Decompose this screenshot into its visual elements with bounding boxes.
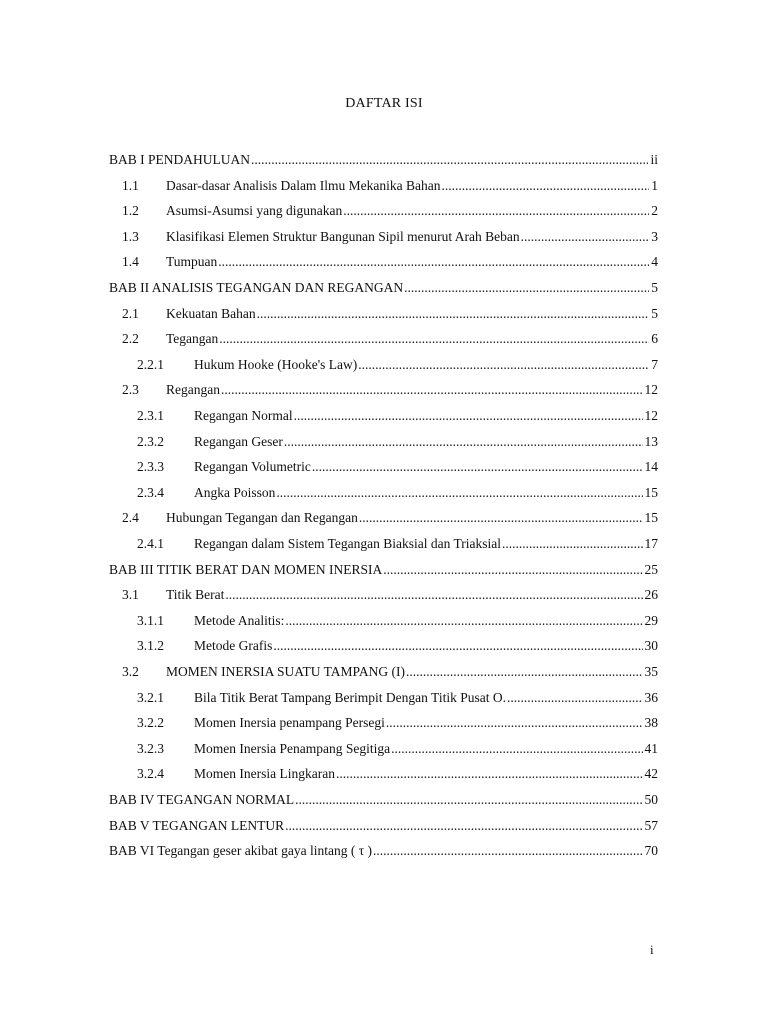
toc-entry-title: Regangan Normal — [194, 408, 293, 423]
toc-entry[interactable] — [122, 378, 658, 398]
toc-entry-number: 3.1.2 — [137, 638, 164, 654]
dot-leader — [295, 792, 642, 808]
toc-entry-number: 1.4 — [122, 254, 139, 270]
dot-leader — [358, 357, 649, 373]
toc-entry-page: 17 — [644, 536, 658, 551]
dot-leader — [442, 178, 650, 194]
toc-entry[interactable] — [122, 327, 658, 347]
dot-leader — [343, 203, 649, 219]
toc-entry-title: Regangan Geser — [194, 433, 283, 449]
toc-entry[interactable] — [122, 302, 658, 322]
toc-entry-number: 1.1 — [122, 177, 139, 193]
toc-entry-page: 2 — [651, 203, 658, 219]
toc-entry-page: 12 — [644, 382, 658, 398]
toc-entry[interactable] — [122, 174, 658, 194]
toc-entry[interactable] — [109, 276, 658, 296]
page-number: i — [650, 942, 654, 957]
toc-entry-page: 3 — [651, 228, 658, 244]
toc-entry-page: 70 — [644, 843, 658, 859]
toc-entry-page: ii — [650, 152, 658, 167]
toc-entry-page: 15 — [644, 510, 658, 526]
dot-leader — [221, 382, 643, 398]
dot-leader — [219, 331, 649, 347]
toc-entry[interactable] — [122, 199, 658, 219]
toc-entry[interactable] — [109, 558, 658, 578]
toc-entry-number: 2.2 — [122, 331, 139, 347]
toc-entry[interactable] — [137, 353, 658, 373]
toc-entry[interactable] — [137, 455, 658, 475]
toc-entry[interactable] — [137, 404, 658, 424]
toc-entry-number: 3.1 — [122, 587, 139, 603]
toc-entry[interactable] — [122, 506, 658, 526]
toc-entry[interactable] — [122, 583, 658, 603]
dot-leader — [251, 152, 648, 168]
toc-entry-title: BAB VI Tegangan geser akibat gaya lintang ( τ ) — [109, 843, 373, 859]
toc-entry[interactable] — [109, 788, 658, 808]
dot-leader — [336, 766, 643, 782]
dot-leader — [312, 459, 643, 475]
dot-leader — [386, 715, 643, 731]
toc-entry-number: 3.2.4 — [137, 766, 164, 782]
toc-entry-number: 1.3 — [122, 228, 139, 244]
toc-entry[interactable] — [137, 481, 658, 501]
dot-leader — [391, 741, 642, 757]
toc-entry[interactable] — [137, 711, 658, 731]
toc-entry[interactable] — [137, 737, 658, 757]
dot-leader — [273, 638, 642, 654]
dot-leader — [218, 254, 649, 270]
dot-leader — [276, 485, 642, 501]
toc-entry[interactable] — [137, 686, 658, 706]
toc-entry-title: Momen Inersia Lingkaran — [194, 766, 335, 782]
toc-entry-page: 57 — [644, 817, 658, 833]
toc-entry[interactable] — [109, 839, 658, 859]
toc-entry-title: Metode Grafis — [194, 638, 273, 654]
toc-entry-number: 2.3.3 — [137, 459, 164, 475]
toc-entry-title: Regangan — [166, 382, 220, 398]
toc-entry-title: BAB III TITIK BERAT DAN MOMEN INERSIA — [109, 561, 383, 577]
toc-entry-number: 3.2.3 — [137, 740, 164, 756]
toc-entry-number: 2.4 — [122, 510, 139, 526]
toc-entry[interactable] — [122, 660, 658, 680]
toc-entry-title: Tegangan — [166, 331, 219, 347]
toc-entry-title: BAB V TEGANGAN LENTUR — [109, 817, 285, 833]
toc-entry-page: 6 — [651, 331, 658, 347]
toc-entry-title: BAB IV TEGANGAN NORMAL — [109, 792, 295, 807]
dot-leader — [285, 818, 642, 834]
toc-entry-title: Metode Analitis: — [194, 612, 285, 628]
toc-entry-title: Asumsi-Asumsi yang digunakan — [166, 203, 343, 219]
toc-entry-number: 3.2.1 — [137, 689, 164, 705]
toc-entry-page: 7 — [651, 356, 658, 372]
toc-entry[interactable] — [122, 225, 658, 245]
toc-entry-page: 38 — [644, 715, 658, 731]
toc-entry-page: 14 — [644, 459, 658, 475]
toc-entry-page: 15 — [644, 484, 658, 500]
toc-entry-number: 2.3.2 — [137, 433, 164, 449]
toc-entry-page: 25 — [644, 561, 658, 577]
toc-entry[interactable] — [137, 634, 658, 654]
toc-entry-number: 2.3 — [122, 382, 139, 398]
toc-entry-page: 5 — [651, 280, 658, 295]
toc-entry-page: 5 — [651, 305, 658, 321]
toc-entry-number: 3.1.1 — [137, 612, 164, 628]
toc-entry-page: 13 — [644, 433, 658, 449]
toc-entry-title: Bila Titik Berat Tampang Berimpit Dengan Titik Pusat O. — [194, 689, 506, 705]
dot-leader — [502, 536, 642, 552]
toc-entry-page: 30 — [644, 638, 658, 654]
dot-leader — [257, 306, 650, 322]
toc-entry[interactable] — [122, 250, 658, 270]
toc-entry-title: Hubungan Tegangan dan Regangan — [166, 510, 358, 526]
toc-entry-title: BAB I PENDAHULUAN — [109, 152, 250, 167]
dot-leader — [285, 613, 642, 629]
toc-entry[interactable] — [137, 762, 658, 782]
toc-entry-title: Tumpuan — [166, 254, 218, 270]
dot-leader — [225, 587, 642, 603]
toc-entry-title: Regangan Volumetric — [194, 459, 311, 475]
dot-leader — [294, 408, 643, 424]
dot-leader — [284, 434, 643, 450]
toc-entry-title: Klasifikasi Elemen Struktur Bangunan Sipil menurut Arah Beban — [166, 228, 520, 244]
toc-entry-title: Dasar-dasar Analisis Dalam Ilmu Mekanika Bahan — [166, 177, 441, 193]
toc-entry-page: 41 — [644, 740, 658, 756]
toc-entry[interactable] — [137, 430, 658, 450]
dot-leader — [404, 280, 649, 296]
toc-entry-title: BAB II ANALISIS TEGANGAN DAN REGANGAN — [109, 280, 404, 295]
toc-entry-number: 3.2.2 — [137, 715, 164, 731]
toc-entry-page: 1 — [651, 177, 658, 193]
toc-entry-number: 2.3.4 — [137, 484, 164, 500]
toc-entry-title: Momen Inersia Penampang Segitiga — [194, 740, 391, 756]
toc-entry-title: MOMEN INERSIA SUATU TAMPANG (I) — [166, 664, 405, 679]
toc-entry-page: 4 — [651, 254, 658, 270]
toc-entry-title: Angka Poisson — [194, 484, 276, 500]
toc-entry-number: 2.3.1 — [137, 408, 164, 423]
toc-entry-title: Momen Inersia penampang Persegi — [194, 715, 385, 731]
toc-entry-title: Hukum Hooke (Hooke's Law) — [194, 356, 358, 372]
toc-entry-page: 12 — [644, 408, 658, 423]
dot-leader — [373, 843, 642, 859]
toc-entry-title: Kekuatan Bahan — [166, 305, 256, 321]
toc-entry-page: 35 — [644, 664, 658, 679]
toc-entry-number: 2.1 — [122, 305, 139, 321]
dot-leader — [359, 510, 643, 526]
toc-entry[interactable] — [109, 814, 658, 834]
dot-leader — [406, 664, 643, 680]
toc-entry-page: 26 — [644, 587, 658, 603]
page-title: DAFTAR ISI — [345, 96, 423, 111]
toc-entry-page: 29 — [644, 612, 658, 628]
toc-entry-number: 1.2 — [122, 203, 139, 219]
toc-entry-page: 36 — [644, 689, 658, 705]
dot-leader — [521, 229, 650, 245]
dot-leader — [383, 562, 642, 578]
toc-entry[interactable] — [137, 532, 658, 552]
toc-entry-number: 3.2 — [122, 664, 139, 679]
toc-entry-title: Regangan dalam Sistem Tegangan Biaksial dan Triaksial — [194, 536, 502, 551]
toc-entry-title: Titik Berat — [166, 587, 225, 603]
toc-entry-number: 2.4.1 — [137, 536, 164, 551]
toc-entry-page: 42 — [644, 766, 658, 782]
toc-entry[interactable] — [109, 148, 658, 168]
dot-leader — [507, 690, 643, 706]
toc-entry[interactable] — [137, 609, 658, 629]
toc-entry-number: 2.2.1 — [137, 356, 164, 372]
toc-entry-page: 50 — [644, 792, 658, 807]
